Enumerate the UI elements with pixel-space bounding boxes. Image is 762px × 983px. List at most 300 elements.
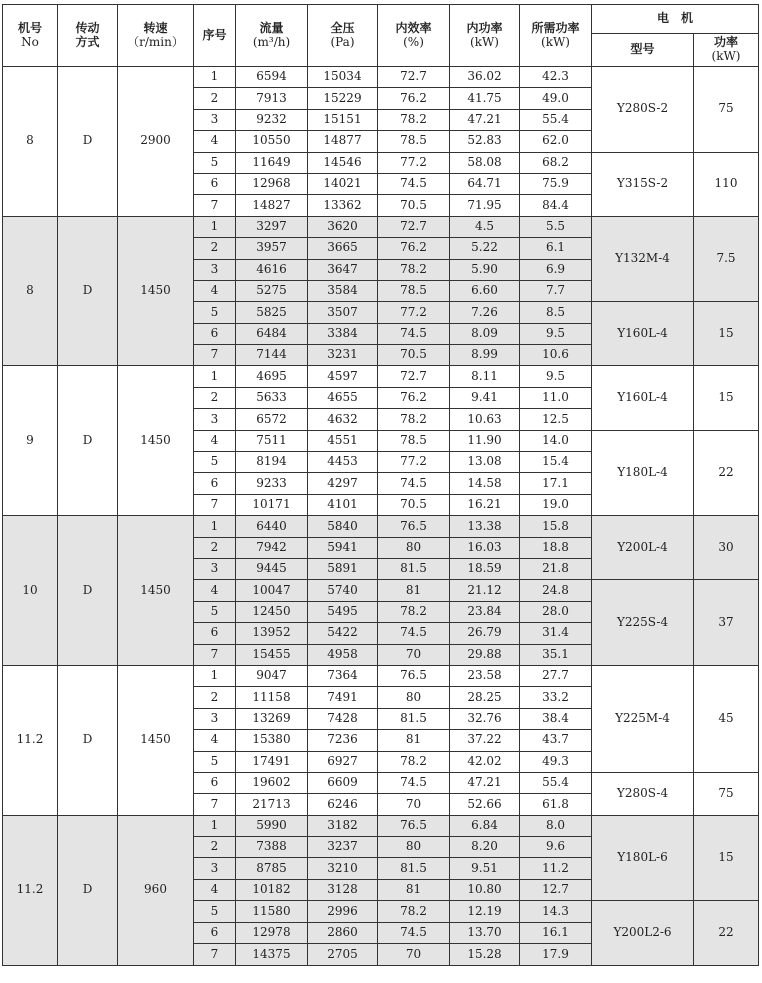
required-power-cell: 9.5 (520, 366, 592, 387)
group-drive-cell: D (58, 67, 118, 217)
required-power-cell: 10.6 (520, 345, 592, 366)
required-power-cell: 68.2 (520, 152, 592, 173)
flow-cell: 21713 (236, 794, 308, 815)
internal-power-cell: 52.83 (450, 131, 520, 152)
efficiency-cell: 70.5 (378, 494, 450, 515)
pressure-cell: 5840 (308, 516, 378, 537)
flow-cell: 10182 (236, 879, 308, 900)
required-power-cell: 84.4 (520, 195, 592, 216)
internal-power-cell: 71.95 (450, 195, 520, 216)
flow-cell: 5825 (236, 302, 308, 323)
required-power-cell: 7.7 (520, 280, 592, 301)
efficiency-cell: 80 (378, 837, 450, 858)
required-power-cell: 8.0 (520, 815, 592, 836)
efficiency-cell: 70.5 (378, 195, 450, 216)
required-power-cell: 55.4 (520, 109, 592, 130)
internal-power-cell: 6.60 (450, 280, 520, 301)
flow-cell: 7144 (236, 345, 308, 366)
flow-cell: 7942 (236, 537, 308, 558)
flow-cell: 5990 (236, 815, 308, 836)
pressure-cell: 4297 (308, 473, 378, 494)
pressure-cell: 4655 (308, 387, 378, 408)
efficiency-cell: 81.5 (378, 858, 450, 879)
internal-power-cell: 12.19 (450, 901, 520, 922)
required-power-cell: 49.0 (520, 88, 592, 109)
efficiency-cell: 78.2 (378, 901, 450, 922)
flow-cell: 3297 (236, 216, 308, 237)
header-speed: 转速 （r/min） (118, 5, 194, 67)
motor-power-cell: 110 (694, 152, 759, 216)
flow-cell: 9445 (236, 558, 308, 579)
efficiency-cell: 78.2 (378, 109, 450, 130)
header-internal-power: 内功率 (kW) (450, 5, 520, 67)
seq-cell: 6 (194, 173, 236, 194)
required-power-cell: 31.4 (520, 623, 592, 644)
required-power-cell: 17.9 (520, 944, 592, 966)
seq-cell: 6 (194, 772, 236, 793)
seq-cell: 2 (194, 387, 236, 408)
pressure-cell: 4597 (308, 366, 378, 387)
seq-cell: 3 (194, 109, 236, 130)
flow-cell: 10171 (236, 494, 308, 515)
efficiency-cell: 78.2 (378, 751, 450, 772)
group-model-cell: 9 (3, 366, 58, 516)
efficiency-cell: 80 (378, 687, 450, 708)
seq-cell: 6 (194, 623, 236, 644)
seq-cell: 1 (194, 516, 236, 537)
motor-type-cell: Y180L-6 (592, 815, 694, 901)
pressure-cell: 5495 (308, 601, 378, 622)
flow-cell: 12450 (236, 601, 308, 622)
required-power-cell: 21.8 (520, 558, 592, 579)
group-speed-cell: 1450 (118, 516, 194, 666)
pressure-cell: 3384 (308, 323, 378, 344)
efficiency-cell: 77.2 (378, 152, 450, 173)
flow-cell: 6594 (236, 67, 308, 88)
flow-cell: 5633 (236, 387, 308, 408)
header-seq: 序号 (194, 5, 236, 67)
internal-power-cell: 26.79 (450, 623, 520, 644)
flow-cell: 4616 (236, 259, 308, 280)
required-power-cell: 12.5 (520, 409, 592, 430)
flow-cell: 12978 (236, 922, 308, 943)
group-speed-cell: 1450 (118, 665, 194, 815)
seq-cell: 7 (194, 794, 236, 815)
flow-cell: 13269 (236, 708, 308, 729)
motor-type-cell: Y160L-4 (592, 302, 694, 366)
pressure-cell: 3182 (308, 815, 378, 836)
seq-cell: 6 (194, 323, 236, 344)
group-model-cell: 11.2 (3, 815, 58, 965)
flow-cell: 6484 (236, 323, 308, 344)
internal-power-cell: 13.38 (450, 516, 520, 537)
motor-type-cell: Y160L-4 (592, 366, 694, 430)
efficiency-cell: 72.7 (378, 67, 450, 88)
efficiency-cell: 78.5 (378, 430, 450, 451)
flow-cell: 3957 (236, 238, 308, 259)
motor-type-cell: Y280S-4 (592, 772, 694, 815)
flow-cell: 17491 (236, 751, 308, 772)
internal-power-cell: 15.28 (450, 944, 520, 966)
motor-power-cell: 15 (694, 366, 759, 430)
internal-power-cell: 5.22 (450, 238, 520, 259)
required-power-cell: 15.8 (520, 516, 592, 537)
seq-cell: 7 (194, 944, 236, 966)
efficiency-cell: 76.5 (378, 516, 450, 537)
flow-cell: 15380 (236, 730, 308, 751)
required-power-cell: 6.1 (520, 238, 592, 259)
pressure-cell: 15151 (308, 109, 378, 130)
pressure-cell: 4958 (308, 644, 378, 665)
pressure-cell: 6927 (308, 751, 378, 772)
efficiency-cell: 70 (378, 644, 450, 665)
efficiency-cell: 78.5 (378, 131, 450, 152)
table-row (3, 366, 759, 387)
efficiency-cell: 74.5 (378, 772, 450, 793)
required-power-cell: 14.3 (520, 901, 592, 922)
internal-power-cell: 8.09 (450, 323, 520, 344)
table-body (3, 67, 759, 966)
group-model-cell: 10 (3, 516, 58, 666)
motor-power-cell: 22 (694, 430, 759, 516)
required-power-cell: 43.7 (520, 730, 592, 751)
internal-power-cell: 14.58 (450, 473, 520, 494)
internal-power-cell: 18.59 (450, 558, 520, 579)
header-drive: 传动 方式 (58, 5, 118, 67)
seq-cell: 4 (194, 280, 236, 301)
seq-cell: 5 (194, 452, 236, 473)
pressure-cell: 6246 (308, 794, 378, 815)
seq-cell: 5 (194, 751, 236, 772)
pressure-cell: 3231 (308, 345, 378, 366)
pressure-cell: 13362 (308, 195, 378, 216)
group-model-cell: 8 (3, 216, 58, 366)
efficiency-cell: 81 (378, 580, 450, 601)
motor-type-cell: Y225S-4 (592, 580, 694, 666)
table-row (3, 67, 759, 88)
pressure-cell: 7236 (308, 730, 378, 751)
pressure-cell: 4101 (308, 494, 378, 515)
pressure-cell: 15229 (308, 88, 378, 109)
required-power-cell: 28.0 (520, 601, 592, 622)
flow-cell: 11580 (236, 901, 308, 922)
seq-cell: 5 (194, 901, 236, 922)
pressure-cell: 5422 (308, 623, 378, 644)
efficiency-cell: 74.5 (378, 173, 450, 194)
seq-cell: 1 (194, 67, 236, 88)
seq-cell: 2 (194, 537, 236, 558)
flow-cell: 19602 (236, 772, 308, 793)
seq-cell: 6 (194, 922, 236, 943)
group-drive-cell: D (58, 815, 118, 965)
efficiency-cell: 81 (378, 879, 450, 900)
table-row (3, 216, 759, 237)
seq-cell: 3 (194, 409, 236, 430)
motor-type-cell: Y200L-4 (592, 516, 694, 580)
internal-power-cell: 42.02 (450, 751, 520, 772)
efficiency-cell: 72.7 (378, 366, 450, 387)
seq-cell: 5 (194, 152, 236, 173)
internal-power-cell: 41.75 (450, 88, 520, 109)
required-power-cell: 9.5 (520, 323, 592, 344)
pressure-cell: 2860 (308, 922, 378, 943)
group-drive-cell: D (58, 366, 118, 516)
required-power-cell: 6.9 (520, 259, 592, 280)
efficiency-cell: 74.5 (378, 473, 450, 494)
internal-power-cell: 16.21 (450, 494, 520, 515)
required-power-cell: 14.0 (520, 430, 592, 451)
efficiency-cell: 81.5 (378, 558, 450, 579)
internal-power-cell: 36.02 (450, 67, 520, 88)
flow-cell: 15455 (236, 644, 308, 665)
motor-type-cell: Y180L-4 (592, 430, 694, 516)
motor-power-cell: 15 (694, 815, 759, 901)
flow-cell: 9232 (236, 109, 308, 130)
pressure-cell: 3647 (308, 259, 378, 280)
internal-power-cell: 8.99 (450, 345, 520, 366)
efficiency-cell: 74.5 (378, 323, 450, 344)
internal-power-cell: 13.08 (450, 452, 520, 473)
flow-cell: 6572 (236, 409, 308, 430)
required-power-cell: 16.1 (520, 922, 592, 943)
motor-power-cell: 7.5 (694, 216, 759, 302)
seq-cell: 1 (194, 366, 236, 387)
table-header (3, 5, 759, 67)
efficiency-cell: 78.2 (378, 259, 450, 280)
header-pressure: 全压 (Pa) (308, 5, 378, 67)
flow-cell: 12968 (236, 173, 308, 194)
table-row (3, 665, 759, 686)
flow-cell: 7913 (236, 88, 308, 109)
seq-cell: 7 (194, 644, 236, 665)
header-motor: 电 机 (592, 5, 759, 34)
pressure-cell: 14877 (308, 131, 378, 152)
flow-cell: 14827 (236, 195, 308, 216)
seq-cell: 3 (194, 259, 236, 280)
internal-power-cell: 58.08 (450, 152, 520, 173)
required-power-cell: 33.2 (520, 687, 592, 708)
internal-power-cell: 10.80 (450, 879, 520, 900)
internal-power-cell: 8.20 (450, 837, 520, 858)
group-speed-cell: 1450 (118, 366, 194, 516)
efficiency-cell: 70.5 (378, 345, 450, 366)
flow-cell: 9047 (236, 665, 308, 686)
efficiency-cell: 70 (378, 944, 450, 966)
flow-cell: 8785 (236, 858, 308, 879)
internal-power-cell: 13.70 (450, 922, 520, 943)
efficiency-cell: 77.2 (378, 302, 450, 323)
efficiency-cell: 74.5 (378, 922, 450, 943)
pressure-cell: 14021 (308, 173, 378, 194)
internal-power-cell: 64.71 (450, 173, 520, 194)
internal-power-cell: 8.11 (450, 366, 520, 387)
internal-power-cell: 37.22 (450, 730, 520, 751)
flow-cell: 5275 (236, 280, 308, 301)
flow-cell: 4695 (236, 366, 308, 387)
pressure-cell: 3507 (308, 302, 378, 323)
internal-power-cell: 9.51 (450, 858, 520, 879)
internal-power-cell: 28.25 (450, 687, 520, 708)
group-model-cell: 11.2 (3, 665, 58, 815)
pressure-cell: 14546 (308, 152, 378, 173)
seq-cell: 6 (194, 473, 236, 494)
flow-cell: 14375 (236, 944, 308, 966)
internal-power-cell: 7.26 (450, 302, 520, 323)
required-power-cell: 42.3 (520, 67, 592, 88)
internal-power-cell: 47.21 (450, 772, 520, 793)
pressure-cell: 3210 (308, 858, 378, 879)
group-drive-cell: D (58, 516, 118, 666)
required-power-cell: 38.4 (520, 708, 592, 729)
efficiency-cell: 78.2 (378, 409, 450, 430)
efficiency-cell: 81 (378, 730, 450, 751)
required-power-cell: 11.0 (520, 387, 592, 408)
required-power-cell: 17.1 (520, 473, 592, 494)
motor-type-cell: Y200L2-6 (592, 901, 694, 966)
table-row (3, 815, 759, 836)
group-speed-cell: 960 (118, 815, 194, 965)
internal-power-cell: 16.03 (450, 537, 520, 558)
seq-cell: 5 (194, 302, 236, 323)
seq-cell: 2 (194, 837, 236, 858)
motor-type-cell: Y132M-4 (592, 216, 694, 302)
required-power-cell: 24.8 (520, 580, 592, 601)
seq-cell: 7 (194, 494, 236, 515)
seq-cell: 3 (194, 858, 236, 879)
efficiency-cell: 76.2 (378, 387, 450, 408)
seq-cell: 2 (194, 238, 236, 259)
seq-cell: 4 (194, 131, 236, 152)
internal-power-cell: 23.58 (450, 665, 520, 686)
pressure-cell: 3584 (308, 280, 378, 301)
motor-type-cell: Y280S-2 (592, 67, 694, 153)
flow-cell: 10047 (236, 580, 308, 601)
required-power-cell: 15.4 (520, 452, 592, 473)
header-efficiency: 内效率 (%) (378, 5, 450, 67)
seq-cell: 7 (194, 345, 236, 366)
seq-cell: 3 (194, 708, 236, 729)
internal-power-cell: 52.66 (450, 794, 520, 815)
pressure-cell: 3620 (308, 216, 378, 237)
header-flow: 流量 (m³/h) (236, 5, 308, 67)
internal-power-cell: 11.90 (450, 430, 520, 451)
motor-power-cell: 75 (694, 67, 759, 153)
motor-power-cell: 45 (694, 665, 759, 772)
seq-cell: 2 (194, 687, 236, 708)
pressure-cell: 4453 (308, 452, 378, 473)
pressure-cell: 6609 (308, 772, 378, 793)
required-power-cell: 11.2 (520, 858, 592, 879)
seq-cell: 1 (194, 665, 236, 686)
seq-cell: 3 (194, 558, 236, 579)
required-power-cell: 12.7 (520, 879, 592, 900)
flow-cell: 7388 (236, 837, 308, 858)
seq-cell: 2 (194, 88, 236, 109)
internal-power-cell: 9.41 (450, 387, 520, 408)
efficiency-cell: 70 (378, 794, 450, 815)
pressure-cell: 2705 (308, 944, 378, 966)
pressure-cell: 3128 (308, 879, 378, 900)
flow-cell: 6440 (236, 516, 308, 537)
pressure-cell: 2996 (308, 901, 378, 922)
motor-power-cell: 15 (694, 302, 759, 366)
internal-power-cell: 23.84 (450, 601, 520, 622)
required-power-cell: 8.5 (520, 302, 592, 323)
table-row (3, 516, 759, 537)
internal-power-cell: 10.63 (450, 409, 520, 430)
motor-power-cell: 22 (694, 901, 759, 966)
required-power-cell: 62.0 (520, 131, 592, 152)
efficiency-cell: 80 (378, 537, 450, 558)
motor-power-cell: 30 (694, 516, 759, 580)
motor-power-cell: 37 (694, 580, 759, 666)
efficiency-cell: 78.2 (378, 601, 450, 622)
flow-cell: 11158 (236, 687, 308, 708)
fan-performance-table (2, 4, 759, 966)
pressure-cell: 15034 (308, 67, 378, 88)
required-power-cell: 9.6 (520, 837, 592, 858)
flow-cell: 9233 (236, 473, 308, 494)
internal-power-cell: 47.21 (450, 109, 520, 130)
pressure-cell: 7428 (308, 708, 378, 729)
pressure-cell: 7491 (308, 687, 378, 708)
motor-type-cell: Y315S-2 (592, 152, 694, 216)
required-power-cell: 49.3 (520, 751, 592, 772)
efficiency-cell: 76.2 (378, 88, 450, 109)
required-power-cell: 61.8 (520, 794, 592, 815)
efficiency-cell: 76.5 (378, 665, 450, 686)
seq-cell: 7 (194, 195, 236, 216)
flow-cell: 10550 (236, 131, 308, 152)
seq-cell: 1 (194, 216, 236, 237)
flow-cell: 11649 (236, 152, 308, 173)
pressure-cell: 3665 (308, 238, 378, 259)
pressure-cell: 5891 (308, 558, 378, 579)
required-power-cell: 5.5 (520, 216, 592, 237)
header-motor-type: 型号 (592, 34, 694, 67)
internal-power-cell: 21.12 (450, 580, 520, 601)
pressure-cell: 5941 (308, 537, 378, 558)
flow-cell: 7511 (236, 430, 308, 451)
pressure-cell: 4632 (308, 409, 378, 430)
efficiency-cell: 81.5 (378, 708, 450, 729)
internal-power-cell: 6.84 (450, 815, 520, 836)
seq-cell: 4 (194, 580, 236, 601)
seq-cell: 1 (194, 815, 236, 836)
required-power-cell: 27.7 (520, 665, 592, 686)
header-model: 机号 No (3, 5, 58, 67)
group-speed-cell: 1450 (118, 216, 194, 366)
efficiency-cell: 76.5 (378, 815, 450, 836)
efficiency-cell: 74.5 (378, 623, 450, 644)
group-model-cell: 8 (3, 67, 58, 217)
seq-cell: 5 (194, 601, 236, 622)
pressure-cell: 3237 (308, 837, 378, 858)
required-power-cell: 35.1 (520, 644, 592, 665)
seq-cell: 4 (194, 879, 236, 900)
group-speed-cell: 2900 (118, 67, 194, 217)
internal-power-cell: 32.76 (450, 708, 520, 729)
efficiency-cell: 77.2 (378, 452, 450, 473)
pressure-cell: 5740 (308, 580, 378, 601)
required-power-cell: 55.4 (520, 772, 592, 793)
pressure-cell: 7364 (308, 665, 378, 686)
required-power-cell: 19.0 (520, 494, 592, 515)
flow-cell: 8194 (236, 452, 308, 473)
internal-power-cell: 5.90 (450, 259, 520, 280)
motor-power-cell: 75 (694, 772, 759, 815)
motor-type-cell: Y225M-4 (592, 665, 694, 772)
